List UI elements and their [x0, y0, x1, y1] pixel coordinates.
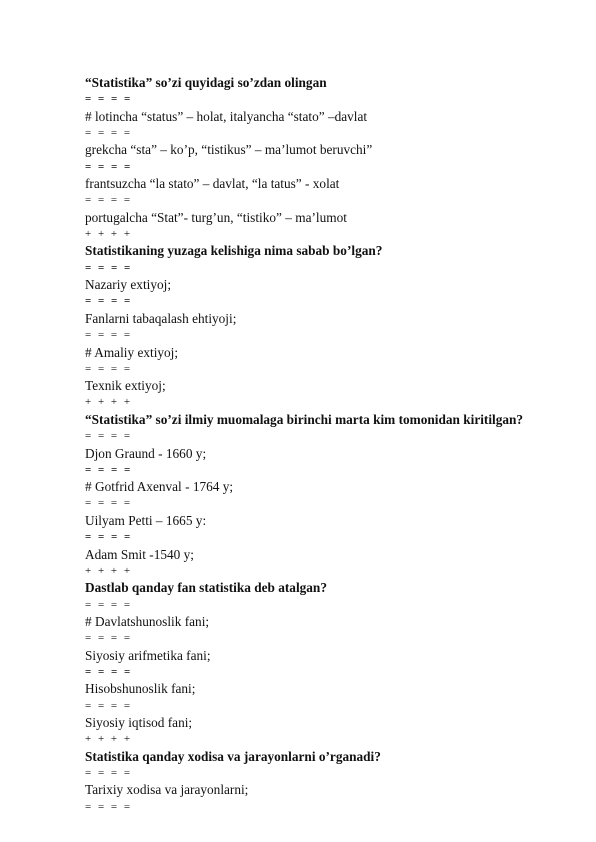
answer-option: Hisobshunoslik fani;: [85, 681, 196, 697]
answer-option: Tarixiy xodisa va jarayonlarni;: [85, 782, 249, 798]
option-separator: = = = =: [85, 800, 133, 813]
answer-option: Adam Smit -1540 y;: [85, 546, 194, 562]
option-separator: = = = =: [85, 766, 133, 779]
question-separator: + + + +: [85, 227, 133, 240]
answer-option: Texnik extiyoj;: [85, 378, 166, 394]
option-separator: = = = =: [85, 362, 133, 375]
answer-option: # lotincha “status” – holat, italyancha “stato” –davlat: [85, 108, 368, 124]
option-separator: = = = =: [85, 531, 133, 544]
question-separator: + + + +: [85, 564, 133, 577]
answer-option: Nazariy extiyoj;: [85, 277, 172, 293]
answer-option: # Gotfrid Axenval - 1764 y;: [85, 479, 234, 495]
option-separator: = = = =: [85, 126, 133, 139]
question-text: “Statistika” so’zi ilmiy muomalaga birinchi marta kim tomonidan kiritilgan?: [85, 411, 524, 427]
option-separator: = = = =: [85, 430, 133, 443]
answer-option: frantsuzcha “la stato” – davlat, “la tatus” - xolat: [85, 176, 340, 192]
option-separator: = = = =: [85, 329, 133, 341]
option-separator: = = = =: [85, 93, 133, 106]
answer-option: Fanlarni tabaqalash ehtiyoji;: [85, 310, 237, 326]
option-separator: = = = =: [85, 598, 133, 611]
option-separator: = = = =: [85, 632, 133, 645]
option-separator: = = = =: [85, 261, 133, 274]
question-text: Statistikaning yuzaga kelishiga nima sabab bo’lgan?: [85, 243, 383, 259]
answer-option: Uilyam Petti – 1665 y:: [85, 512, 207, 528]
answer-option: # Davlatshunoslik fani;: [85, 614, 210, 629]
option-separator: = = = =: [85, 194, 133, 207]
answer-option: portugalcha “Stat”- turg’un, “tistiko” – ma’lumot: [85, 209, 347, 225]
document-body: [85, 74, 565, 815]
question-separator: + + + +: [85, 733, 133, 746]
answer-option: # Amaliy extiyoj;: [85, 344, 179, 360]
answer-option: Siyosiy arifmetika fani;: [85, 647, 211, 663]
question-text: “Statistika” so’zi quyidagi so’zdan olingan: [85, 75, 327, 90]
option-separator: = = = =: [85, 665, 133, 678]
question-text: Dastlab qanday fan statistika deb atalgan?: [85, 580, 327, 596]
question-text: Statistika qanday xodisa va jarayonlarni o’rganadi?: [85, 748, 381, 764]
answer-option: grekcha “sta” – ko’p, “tistikus” – ma’lumot beruvchi”: [85, 142, 373, 158]
option-separator: = = = =: [85, 295, 133, 308]
answer-option: Djon Graund - 1660 y;: [85, 445, 207, 461]
option-separator: = = = =: [85, 699, 133, 712]
option-separator: = = = =: [85, 463, 133, 476]
option-separator: = = = =: [85, 160, 133, 173]
question-separator: + + + +: [85, 396, 133, 409]
answer-option: Siyosiy iqtisod fani;: [85, 715, 193, 731]
option-separator: = = = =: [85, 497, 133, 510]
